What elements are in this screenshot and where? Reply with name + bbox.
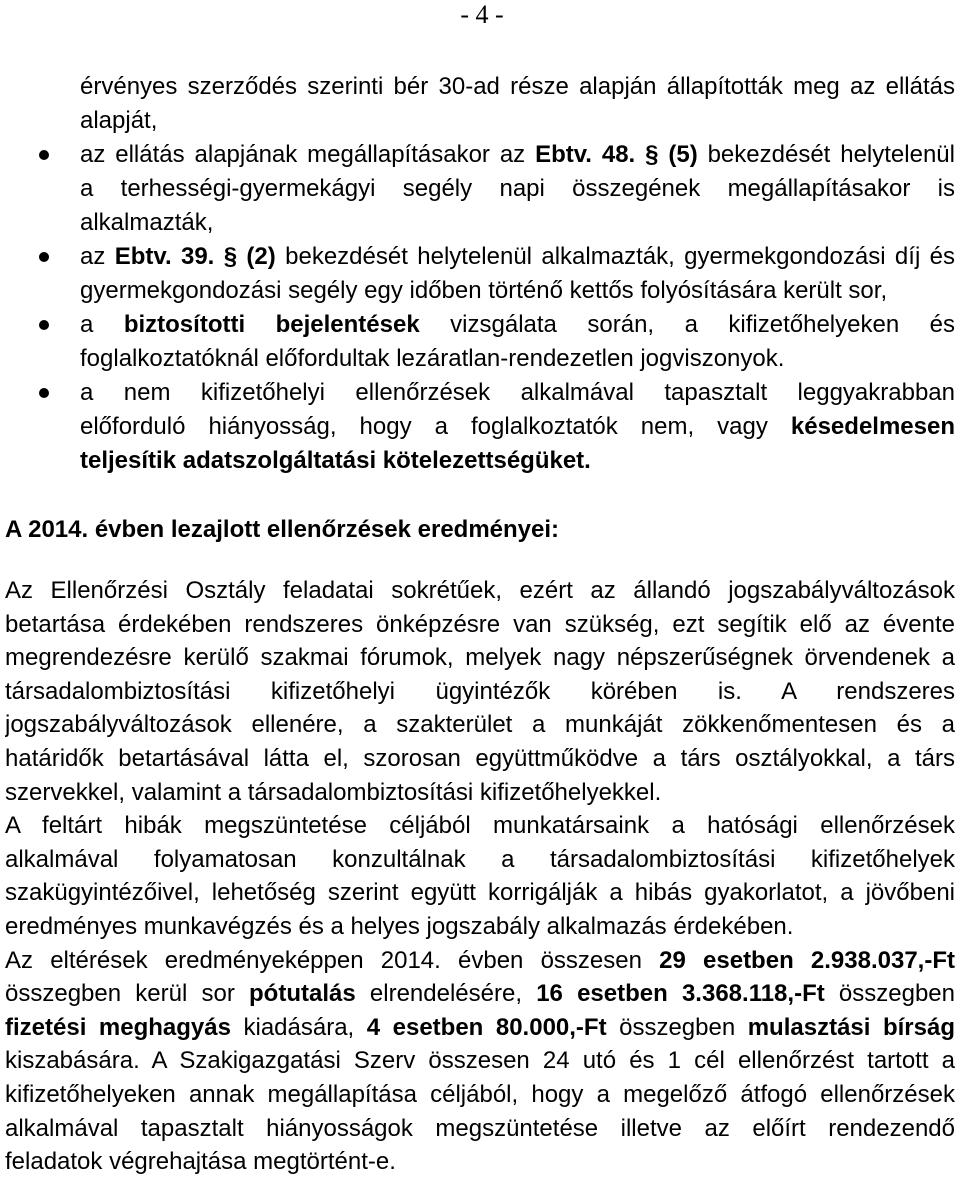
text-run: az	[80, 243, 115, 270]
text-run: eredményes munkavégzés és a helyes jogszabály alkalmazás érdekében.	[5, 912, 794, 940]
text-run: bekezdését helytelenül	[697, 141, 955, 168]
text-line	[80, 70, 955, 104]
text-line	[5, 809, 955, 843]
text-line	[5, 910, 955, 944]
bold-text-run: fizetési meghagyás	[5, 1013, 231, 1041]
bold-text-run: késedelmesen	[790, 413, 955, 440]
text-line	[80, 206, 955, 240]
text-line	[80, 410, 955, 444]
text-line	[5, 742, 955, 776]
text-line	[5, 641, 955, 675]
list-item-continuation	[80, 70, 955, 138]
bullet-list	[80, 70, 955, 478]
text-line	[80, 376, 955, 410]
text-run: Az eltérések eredményeképpen 2014. évben összesen	[5, 946, 660, 974]
bold-text-run: Ebtv. 48. § (5)	[535, 141, 698, 168]
text-run: a	[80, 311, 124, 338]
text-run: elrendelésére,	[355, 980, 537, 1008]
text-run: foglalkoztatóknál előfordultak lezáratlan-rendezetlen jogviszonyok.	[80, 345, 785, 372]
text-run: társadalombiztosítási kifizetőhelyi ügyintézők körében is. A rendszeres	[5, 677, 955, 705]
text-line	[5, 944, 955, 978]
text-run: szervekkel, valamint a társadalombiztosítási kifizetőhelyekkel.	[5, 778, 662, 806]
paragraph	[5, 809, 955, 943]
bold-text-run: Ebtv. 39. § (2)	[114, 243, 276, 270]
bold-text-run: teljesítik adatszolgáltatási kötelezettségüket.	[80, 447, 591, 474]
text-line	[5, 574, 955, 608]
bullet-icon	[39, 388, 49, 398]
text-run: kiszabására. A Szakigazgatási Szerv összesen 24 utó és 1 cél ellenőrzést tartott a	[5, 1047, 955, 1075]
text-line	[5, 977, 955, 1011]
text-run: feladatok végrehajtása megtörtént-e.	[5, 1148, 396, 1176]
section-heading: A 2014. évben lezajlott ellenőrzések eredményei:	[5, 516, 560, 543]
text-run: kifizetőhelyeken annak megállapítása céljából, hogy a megelőző átfogó ellenőrzések	[5, 1080, 955, 1108]
list-item	[80, 308, 955, 376]
paragraph	[5, 574, 955, 809]
text-run: alkalmával tapasztalt hiányosságok megszüntetése illetve az előírt rendezendő	[5, 1114, 955, 1142]
text-line	[5, 675, 955, 709]
bold-text-run: 4 esetben 80.000,-Ft	[366, 1013, 607, 1041]
text-line	[5, 876, 955, 910]
text-run: A feltárt hibák megszüntetése céljából munkatársaink a hatósági ellenőrzések	[5, 812, 955, 840]
text-line	[80, 172, 955, 206]
bold-text-run: mulasztási bírság	[747, 1013, 955, 1041]
text-run: vizsgálata során, a kifizetőhelyeken és	[419, 311, 955, 338]
text-line	[80, 138, 955, 172]
paragraph	[5, 944, 955, 1179]
text-run: bekezdését helytelenül alkalmazták, gyermekgondozási díj és	[275, 243, 955, 270]
text-run: megrendezésre kerülő szakmai fórumok, melyek nagy népszerűségnek örvendenek a	[5, 644, 955, 672]
text-run: kiadására,	[230, 1013, 367, 1041]
text-run: gyermekgondozási segély egy időben történő kettős folyósítására került sor,	[80, 277, 888, 304]
text-line	[5, 1044, 955, 1078]
text-run: betartása érdekében rendszeres önképzésre van szükség, ezt segítik elő az évente	[5, 610, 955, 638]
text-run: alkalmazták,	[80, 209, 214, 236]
page-number: - 4 -	[460, 0, 504, 29]
text-run: összegben	[824, 980, 955, 1008]
list-item	[80, 138, 955, 240]
text-line	[5, 1078, 955, 1112]
list-item	[80, 240, 955, 308]
text-line	[5, 608, 955, 642]
text-line	[80, 240, 955, 274]
text-line	[5, 1145, 955, 1179]
text-line	[80, 342, 955, 376]
text-line	[5, 776, 955, 810]
text-line	[5, 1112, 955, 1146]
text-run: határidők betartásával látta el, szorosan együttműködve a társ osztályokkal, a társ	[5, 744, 955, 772]
text-run: alkalmával folyamatosan konzultálnak a társadalombiztosítási kifizetőhelyek	[5, 845, 955, 873]
text-run: a terhességi-gyermekágyi segély napi összegének megállapításakor is	[80, 175, 955, 202]
bullet-icon	[39, 150, 49, 160]
text-run: Az Ellenőrzési Osztály feladatai sokrétűek, ezért az állandó jogszabályváltozások	[5, 577, 955, 604]
body-text	[5, 574, 955, 1179]
bold-text-run: 29 esetben 2.938.037,-Ft	[659, 946, 955, 974]
text-run: összegben	[606, 1013, 748, 1041]
list-item	[80, 376, 955, 478]
text-line	[80, 274, 955, 308]
text-line	[80, 104, 955, 138]
text-run: szakügyintézőivel, lehetőség szerint együtt korrigálják a hibás gyakorlatot, a jövőbeni	[5, 879, 955, 907]
text-line	[5, 843, 955, 877]
text-run: az ellátás alapjának megállapításakor az	[80, 141, 536, 168]
text-line	[5, 1011, 955, 1045]
text-line	[80, 444, 955, 478]
bold-text-run: biztosítotti bejelentések	[123, 311, 420, 338]
text-run: jogszabályváltozások ellenére, a szakterület a munkáját zökkenőmentesen és a	[5, 711, 955, 739]
text-run: alapját,	[80, 107, 158, 134]
text-run: előforduló hiányosság, hogy a foglalkoztatók nem, vagy	[80, 413, 791, 440]
bold-text-run: 16 esetben 3.368.118,-Ft	[536, 980, 825, 1008]
bullet-icon	[39, 252, 49, 262]
text-line	[5, 708, 955, 742]
text-run: érvényes szerződés szerinti bér 30-ad része alapján állapították meg az ellátás	[80, 73, 955, 100]
bullet-icon	[39, 320, 49, 330]
text-run: a nem kifizetőhelyi ellenőrzések alkalmával tapasztalt leggyakrabban	[80, 379, 955, 406]
bold-text-run: pótutalás	[249, 980, 356, 1008]
text-line	[80, 308, 955, 342]
text-run: összegben kerül sor	[5, 980, 250, 1008]
